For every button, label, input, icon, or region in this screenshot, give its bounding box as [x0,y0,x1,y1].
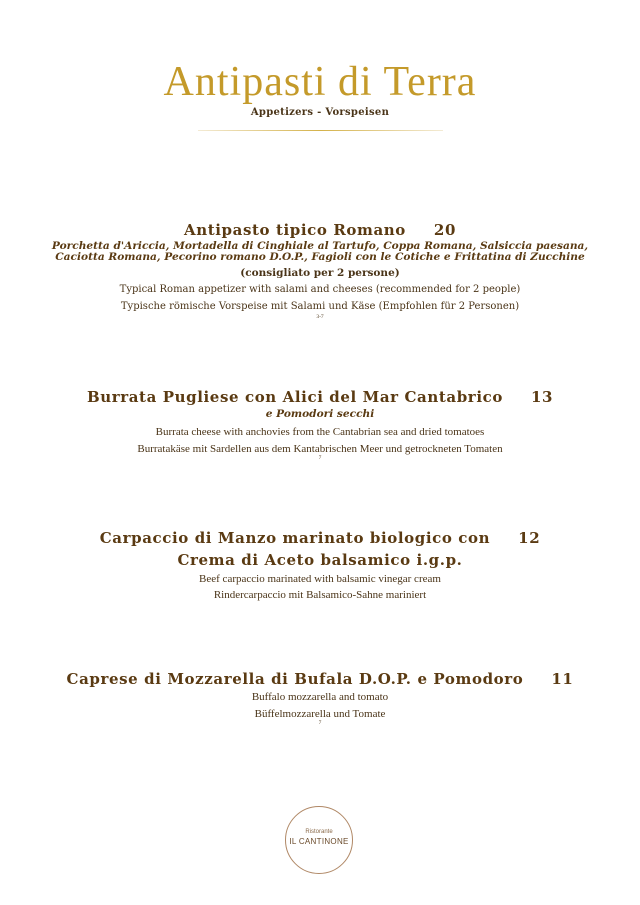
dish-price: 11 [551,670,574,688]
dish-name: Burrata Pugliese con Alici del Mar Cantabrico [86,388,503,406]
dish-name: Caprese di Mozzarella di Bufala D.O.P. e Pomodoro [66,670,524,688]
dish-title-antipasto [0,221,640,239]
dish-italian-description: e Pomodori secchi [265,408,375,420]
restaurant-logo [285,806,353,874]
page-subtitle: Appetizers - Vorspeisen [250,107,390,118]
dish-german-description: Typische römische Vorspeise mit Salami und Käse (Empfohlen für 2 Personen) [120,301,520,312]
dish-title-burrata [0,388,640,406]
dish-price: 20 [433,221,456,239]
dish-title-carpaccio [0,529,640,547]
dish-italian-description: Caciotta Romana, Pecorino romano D.O.P., Fagioli con le Cotiche e Frittatina di Zucchine [55,251,585,263]
dish-german-description: Rindercarpaccio mit Balsamico-Sahne mariniert [213,589,427,601]
dish-name: Antipasto tipico Romano [183,221,406,239]
logo-name-text: IL CANTINONE [289,837,349,846]
dish-english-description: Beef carpaccio marinated with balsamic vinegar cream [199,573,441,585]
dish-german-description: Burratakäse mit Sardellen aus dem Kantabrischen Meer und getrockneten Tomaten [137,443,503,455]
dish-english-description: Buffalo mozzarella and tomato [251,691,389,703]
logo-small-text: Ristorante [305,829,333,835]
dish-title-caprese [0,670,640,688]
dish-english-description: Typical Roman appetizer with salami and cheeses (recommended for 2 people) [119,284,521,295]
dish-name: Carpaccio di Manzo marinato biologico con [99,529,491,547]
page-title: Antipasti di Terra [163,59,477,105]
dish-italian-description: Porchetta d'Ariccia, Mortadella di Cinghiale al Tartufo, Coppa Romana, Salsiccia paesana, [51,240,589,252]
title-divider [198,130,443,131]
dish-name-line2: Crema di Aceto balsamico i.g.p. [177,551,463,569]
allergen-code: 3-7 [316,314,324,320]
dish-price: 13 [530,388,554,406]
dish-note: (consigliato per 2 persone) [240,267,400,279]
allergen-code: 7 [318,455,322,461]
allergen-code: 7 [318,720,322,726]
dish-english-description: Burrata cheese with anchovies from the Cantabrian sea and dried tomatoes [155,426,485,438]
dish-price: 12 [518,529,541,547]
dish-german-description: Büffelmozzarella und Tomate [254,708,386,720]
